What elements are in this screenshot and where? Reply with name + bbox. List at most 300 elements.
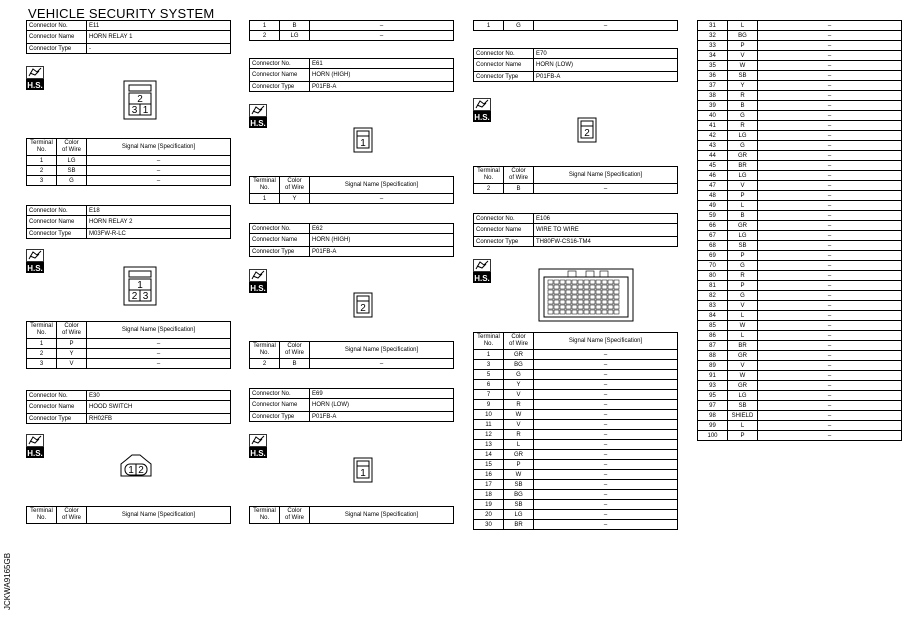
signal-name: – [87, 166, 231, 176]
terminal-no: 93 [698, 381, 728, 391]
connector-info-e69 [249, 388, 454, 422]
table-row [474, 350, 678, 360]
signal-name: – [758, 261, 902, 271]
color-header: Color of Wire [504, 167, 534, 184]
terminal-no: 6 [474, 380, 504, 390]
terminal-header: Terminal No. [474, 333, 504, 350]
table-row [698, 181, 902, 191]
wire-color: Y [728, 81, 758, 91]
signal-name: – [758, 31, 902, 41]
terminal-table-e106 [697, 20, 902, 441]
signal-name: – [758, 341, 902, 351]
terminal-no: 42 [698, 131, 728, 141]
connector-name-label: Connector Name [27, 216, 87, 229]
table-row [27, 166, 231, 176]
pin-label: 2 [360, 303, 366, 314]
terminal-no: 17 [474, 480, 504, 490]
signal-name: – [758, 391, 902, 401]
signal-name: – [758, 361, 902, 371]
table-row [250, 31, 454, 41]
signal-name: – [87, 359, 231, 369]
signal-header: Signal Name [Specification] [87, 322, 231, 339]
connector-no-value: E69 [310, 389, 454, 399]
connector-no-label: Connector No. [250, 389, 310, 399]
pin-label: 2 [137, 94, 143, 105]
harness-side-label: H.S. [27, 81, 43, 90]
connector-name-label: Connector Name [250, 69, 310, 82]
harness-side-icon [249, 104, 267, 128]
signal-name: – [758, 171, 902, 181]
harness-side-label: H.S. [474, 274, 490, 283]
terminal-header: Terminal No. [250, 342, 280, 359]
connector-name-value: HORN (LOW) [534, 59, 678, 72]
table-row [474, 450, 678, 460]
connector-no-value: E70 [534, 49, 678, 59]
wire-color: V [504, 420, 534, 430]
terminal-no: 68 [698, 241, 728, 251]
terminal-no: 47 [698, 181, 728, 191]
terminal-no: 43 [698, 141, 728, 151]
connector-no-value: E18 [87, 206, 231, 216]
table-row [27, 349, 231, 359]
wire-color: BG [504, 360, 534, 370]
signal-name: – [534, 420, 678, 430]
connector-face-e106 [538, 265, 634, 328]
signal-name: – [534, 510, 678, 520]
table-row [250, 21, 454, 31]
wire-color: B [280, 359, 310, 369]
connector-name-label: Connector Name [474, 224, 534, 237]
color-header: Color of Wire [57, 322, 87, 339]
signal-name: – [758, 151, 902, 161]
terminal-no: 3 [27, 176, 57, 186]
signal-name: – [534, 390, 678, 400]
connector-no-label: Connector No. [27, 21, 87, 31]
connector-type-value: M03FW-R-LC [87, 229, 231, 239]
connector-no-label: Connector No. [250, 224, 310, 234]
signal-name: – [758, 221, 902, 231]
connector-no-value: E61 [310, 59, 454, 69]
connector-no-label: Connector No. [27, 206, 87, 216]
terminal-no: 11 [474, 420, 504, 430]
wire-color: B [504, 184, 534, 194]
connector-no-value: E11 [87, 21, 231, 31]
wire-color: SB [504, 500, 534, 510]
signal-name: – [87, 176, 231, 186]
connector-info-e70 [473, 48, 678, 82]
signal-name: – [310, 21, 454, 31]
connector-type-value: TH80FW-CS16-TM4 [534, 237, 678, 247]
wire-color: V [728, 361, 758, 371]
signal-name: – [758, 321, 902, 331]
terminal-table-e69b [473, 20, 678, 31]
connector-name-label: Connector Name [250, 234, 310, 247]
table-row [698, 151, 902, 161]
table-row [698, 81, 902, 91]
signal-name: – [534, 430, 678, 440]
wire-color: P [728, 191, 758, 201]
harness-side-icon [26, 434, 44, 458]
pin-label: 1 [128, 465, 134, 476]
color-header: Color of Wire [280, 342, 310, 359]
table-row [698, 301, 902, 311]
signal-name: – [758, 141, 902, 151]
wire-color: LG [728, 171, 758, 181]
wire-color: P [728, 281, 758, 291]
wire-color: P [57, 339, 87, 349]
wire-color: B [728, 101, 758, 111]
table-row [698, 221, 902, 231]
terminal-no: 19 [474, 500, 504, 510]
signal-header: Signal Name [Specification] [310, 342, 454, 359]
wire-color: V [728, 51, 758, 61]
harness-side-label: H.S. [27, 264, 43, 273]
wire-color: G [728, 291, 758, 301]
color-header: Color of Wire [280, 177, 310, 194]
table-row [698, 61, 902, 71]
signal-name: – [758, 91, 902, 101]
table-row [698, 101, 902, 111]
signal-name: – [758, 21, 902, 31]
table-row [698, 71, 902, 81]
signal-name: – [534, 360, 678, 370]
table-row [698, 381, 902, 391]
signal-name: – [534, 480, 678, 490]
wire-color: V [728, 181, 758, 191]
wire-color: GR [504, 350, 534, 360]
connector-name-value: HORN RELAY 1 [87, 31, 231, 44]
terminal-table-e18 [26, 321, 231, 369]
wire-color: V [57, 359, 87, 369]
table-row [27, 339, 231, 349]
terminal-no: 46 [698, 171, 728, 181]
table-row [698, 131, 902, 141]
terminal-no: 2 [250, 359, 280, 369]
table-row [698, 161, 902, 171]
wire-color: R [728, 271, 758, 281]
signal-header: Signal Name [Specification] [87, 139, 231, 156]
terminal-no: 38 [698, 91, 728, 101]
table-row [698, 311, 902, 321]
table-row [698, 21, 902, 31]
terminal-no: 20 [474, 510, 504, 520]
wire-color: GR [728, 151, 758, 161]
harness-side-icon [473, 98, 491, 122]
terminal-header: Terminal No. [474, 167, 504, 184]
wire-color: W [504, 410, 534, 420]
table-row [698, 51, 902, 61]
terminal-no: 12 [474, 430, 504, 440]
wire-color: SB [728, 71, 758, 81]
signal-name: – [758, 271, 902, 281]
table-row [698, 91, 902, 101]
table-row [27, 359, 231, 369]
signal-header: Signal Name [Specification] [534, 167, 678, 184]
signal-name: – [758, 311, 902, 321]
color-header: Color of Wire [57, 507, 87, 524]
harness-side-icon [249, 434, 267, 458]
wire-color: BG [504, 490, 534, 500]
pin-label: 3 [142, 291, 149, 302]
terminal-no: 41 [698, 121, 728, 131]
harness-side-label: H.S. [474, 113, 490, 122]
wire-color: L [728, 201, 758, 211]
wire-color: LG [728, 231, 758, 241]
wire-color: P [728, 41, 758, 51]
connector-name-value: HORN (HIGH) [310, 69, 454, 82]
table-row [474, 420, 678, 430]
terminal-no: 66 [698, 221, 728, 231]
wire-color: L [504, 440, 534, 450]
harness-side-icon [473, 259, 491, 283]
table-row [698, 391, 902, 401]
wire-color: G [504, 21, 534, 31]
terminal-no: 83 [698, 301, 728, 311]
wire-color: Y [504, 380, 534, 390]
terminal-no: 2 [27, 166, 57, 176]
table-row [698, 291, 902, 301]
table-row [27, 156, 231, 166]
wire-color: GR [728, 351, 758, 361]
connector-no-label: Connector No. [474, 49, 534, 59]
signal-name: – [758, 351, 902, 361]
table-row [474, 520, 678, 530]
terminal-no: 9 [474, 400, 504, 410]
wire-color: LG [728, 131, 758, 141]
signal-name: – [758, 421, 902, 431]
connector-face-e62 [353, 292, 373, 323]
terminal-no: 35 [698, 61, 728, 71]
terminal-no: 89 [698, 361, 728, 371]
signal-name: – [87, 349, 231, 359]
wire-color: G [57, 176, 87, 186]
table-row [474, 370, 678, 380]
wire-color: G [728, 141, 758, 151]
signal-header: Signal Name [Specification] [310, 177, 454, 194]
table-row [698, 231, 902, 241]
signal-name: – [758, 101, 902, 111]
terminal-no: 1 [250, 21, 280, 31]
signal-name: – [758, 131, 902, 141]
wire-color: BR [728, 341, 758, 351]
signal-name: – [758, 111, 902, 121]
terminal-no: 1 [250, 194, 280, 204]
terminal-table-e11 [26, 138, 231, 186]
table-row [698, 41, 902, 51]
pin-label: 3 [131, 105, 138, 116]
signal-name: – [534, 400, 678, 410]
terminal-no: 45 [698, 161, 728, 171]
connector-type-value: - [87, 44, 231, 54]
wire-color: GR [728, 381, 758, 391]
wire-color: P [504, 460, 534, 470]
signal-header: Signal Name [Specification] [87, 507, 231, 524]
table-row [474, 390, 678, 400]
signal-name: – [758, 201, 902, 211]
table-row [698, 211, 902, 221]
table-row [474, 440, 678, 450]
signal-name: – [758, 191, 902, 201]
signal-name: – [534, 21, 678, 31]
terminal-no: 84 [698, 311, 728, 321]
terminal-no: 91 [698, 371, 728, 381]
table-row [474, 500, 678, 510]
signal-name: – [310, 194, 454, 204]
table-row [474, 184, 678, 194]
terminal-no: 59 [698, 211, 728, 221]
table-row [474, 490, 678, 500]
terminal-no: 97 [698, 401, 728, 411]
connector-type-label: Connector Type [250, 82, 310, 92]
signal-name: – [310, 359, 454, 369]
harness-side-icon [249, 269, 267, 293]
connector-type-label: Connector Type [250, 247, 310, 257]
terminal-no: 15 [474, 460, 504, 470]
connector-name-value: HORN (LOW) [310, 399, 454, 412]
wire-color: R [504, 430, 534, 440]
connector-name-value: WIRE TO WIRE [534, 224, 678, 237]
wire-color: BG [728, 31, 758, 41]
table-row [474, 360, 678, 370]
table-row [698, 241, 902, 251]
connector-name-label: Connector Name [27, 31, 87, 44]
pin-label: 2 [131, 291, 138, 302]
wire-color: V [728, 301, 758, 311]
wire-color: L [728, 421, 758, 431]
signal-header: Signal Name [Specification] [310, 507, 454, 524]
signal-name: – [758, 81, 902, 91]
signal-name: – [758, 411, 902, 421]
color-header: Color of Wire [57, 139, 87, 156]
table-row [474, 430, 678, 440]
terminal-no: 32 [698, 31, 728, 41]
signal-name: – [758, 431, 902, 441]
signal-name: – [758, 231, 902, 241]
connector-face-e69 [353, 457, 373, 488]
terminal-no: 1 [474, 350, 504, 360]
signal-name: – [87, 156, 231, 166]
signal-name: – [758, 281, 902, 291]
terminal-no: 80 [698, 271, 728, 281]
connector-name-value: HORN RELAY 2 [87, 216, 231, 229]
pin-label: 1 [137, 280, 143, 291]
table-row [474, 510, 678, 520]
wire-color: BR [504, 520, 534, 530]
page-title: VEHICLE SECURITY SYSTEM [28, 6, 215, 21]
signal-name: – [534, 460, 678, 470]
table-row [698, 331, 902, 341]
table-row [698, 401, 902, 411]
wire-color: LG [280, 31, 310, 41]
connector-no-label: Connector No. [250, 59, 310, 69]
table-row [474, 380, 678, 390]
terminal-table-e70 [473, 166, 678, 194]
terminal-no: 13 [474, 440, 504, 450]
terminal-no: 88 [698, 351, 728, 361]
connector-type-label: Connector Type [250, 412, 310, 422]
signal-name: – [758, 241, 902, 251]
table-row [698, 261, 902, 271]
connector-no-value: E30 [87, 391, 231, 401]
wire-color: W [504, 470, 534, 480]
signal-name: – [534, 490, 678, 500]
wire-color: LG [57, 156, 87, 166]
connector-type-label: Connector Type [27, 44, 87, 54]
terminal-no: 14 [474, 450, 504, 460]
connector-type-label: Connector Type [474, 237, 534, 247]
wire-color: L [728, 311, 758, 321]
wire-color: L [728, 21, 758, 31]
terminal-no: 1 [474, 21, 504, 31]
signal-name: – [758, 381, 902, 391]
wire-color: V [504, 390, 534, 400]
connector-face-e61 [353, 127, 373, 158]
table-row [698, 271, 902, 281]
terminal-table-e30b [249, 20, 454, 41]
signal-name: – [758, 41, 902, 51]
wire-color: G [728, 111, 758, 121]
signal-name: – [758, 181, 902, 191]
wire-color: Y [280, 194, 310, 204]
wire-color: LG [504, 510, 534, 520]
terminal-no: 2 [250, 31, 280, 41]
table-row [474, 21, 678, 31]
signal-name: – [758, 51, 902, 61]
signal-header: Signal Name [Specification] [534, 333, 678, 350]
wire-color: B [728, 211, 758, 221]
signal-name: – [758, 121, 902, 131]
connector-info-e30 [26, 390, 231, 424]
table-row [250, 194, 454, 204]
connector-info-e11 [26, 20, 231, 54]
connector-face-e30 [118, 452, 154, 487]
color-header: Color of Wire [504, 333, 534, 350]
terminal-table-e62 [249, 341, 454, 369]
terminal-no: 33 [698, 41, 728, 51]
table-row [698, 421, 902, 431]
terminal-no: 10 [474, 410, 504, 420]
signal-name: – [310, 31, 454, 41]
terminal-table-e61 [249, 176, 454, 204]
terminal-no: 81 [698, 281, 728, 291]
terminal-header: Terminal No. [27, 507, 57, 524]
wire-color: LG [728, 391, 758, 401]
terminal-table-e30 [26, 506, 231, 524]
wire-color: SB [504, 480, 534, 490]
signal-name: – [534, 450, 678, 460]
wire-color: R [728, 91, 758, 101]
wire-color: SHIELD [728, 411, 758, 421]
signal-name: – [534, 370, 678, 380]
terminal-header: Terminal No. [250, 507, 280, 524]
table-row [474, 470, 678, 480]
connector-no-label: Connector No. [474, 214, 534, 224]
wire-color: B [280, 21, 310, 31]
table-row [698, 121, 902, 131]
connector-type-label: Connector Type [474, 72, 534, 82]
signal-name: – [758, 211, 902, 221]
table-row [698, 141, 902, 151]
terminal-no: 87 [698, 341, 728, 351]
wire-color: GR [728, 221, 758, 231]
connector-face-e70 [577, 117, 597, 148]
table-row [698, 431, 902, 441]
terminal-no: 48 [698, 191, 728, 201]
harness-side-label: H.S. [27, 449, 43, 458]
connector-type-value: RH02FB [87, 414, 231, 424]
table-row [698, 351, 902, 361]
terminal-no: 44 [698, 151, 728, 161]
